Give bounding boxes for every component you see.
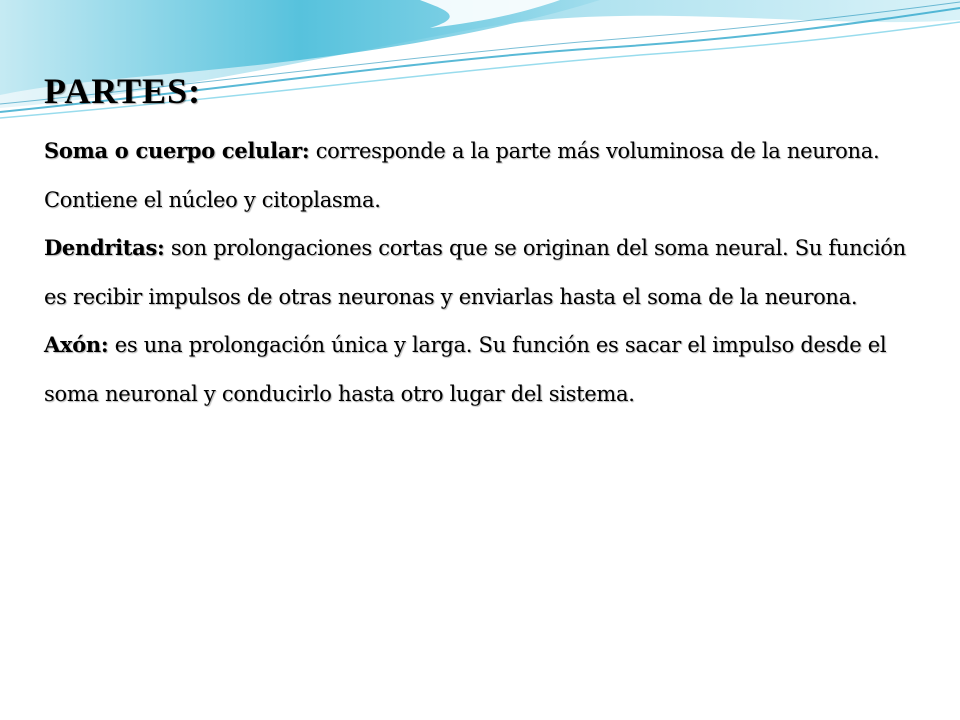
- slide-title: PARTES:: [44, 71, 202, 111]
- slide-body: [44, 127, 924, 418]
- term-axon: Axón:: [44, 332, 109, 357]
- paragraph-soma: [44, 127, 924, 224]
- paragraph-axon: [44, 321, 924, 418]
- definition-soma: corresponde a la parte más voluminosa de la neurona. Contiene el núcleo y citoplasma.: [44, 139, 880, 212]
- term-soma: Soma o cuerpo celular:: [44, 138, 310, 163]
- term-dendritas: Dendritas:: [44, 235, 165, 260]
- definition-axon: es una prolongación única y larga. Su función es sacar el impulso desde el soma neuronal y conducirlo hasta otro lugar del sistema.: [44, 333, 887, 406]
- definition-dendritas: son prolongaciones cortas que se originan del soma neural. Su función es recibir impulsos de otras neuronas y enviarlas hasta el soma de la neurona.: [44, 236, 906, 309]
- paragraph-dendritas: [44, 224, 924, 321]
